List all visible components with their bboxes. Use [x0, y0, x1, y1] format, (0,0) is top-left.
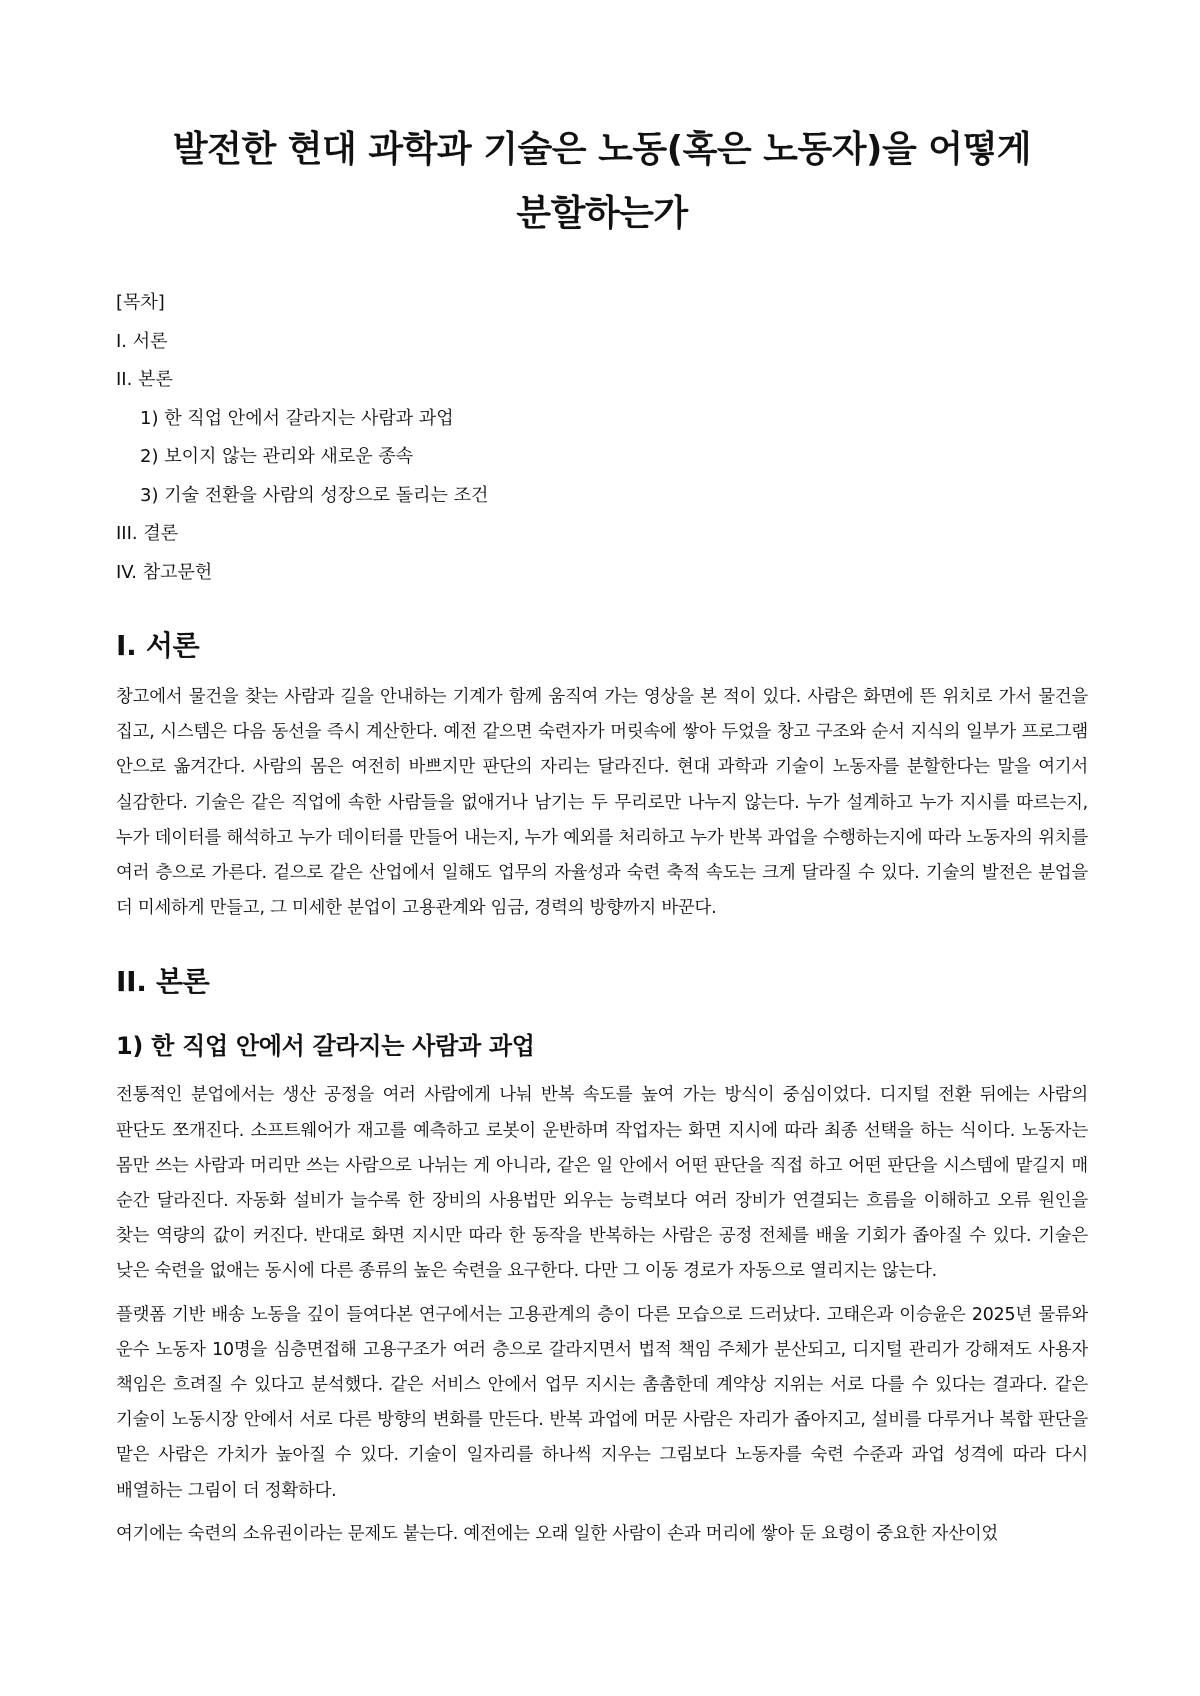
toc-item-body: II. 본론: [116, 369, 173, 390]
toc-item-body-sub2: 2) 보이지 않는 관리와 새로운 종속: [140, 446, 414, 467]
subsection-1-paragraph-3: 여기에는 숙련의 소유권이라는 문제도 붙는다. 예전에는 오래 일한 사람이 손과 머리에 쌓아 둔 요령이 중요한 자산이었: [116, 1523, 999, 1544]
body-heading: II. 본론: [116, 965, 210, 999]
section-spacer: [116, 934, 1088, 962]
table-of-contents: [116, 284, 1088, 592]
toc-item-conclusion: III. 결론: [116, 523, 179, 544]
body-section: [116, 962, 1088, 1552]
subsection-1-heading: 1) 한 직업 안에서 갈라지는 사람과 과업: [116, 1032, 535, 1061]
introduction-section: [116, 626, 1088, 926]
introduction-paragraph: 창고에서 물건을 찾는 사람과 길을 안내하는 기계가 함께 움직여 가는 영상을 본 적이 있다. 사람은 화면에 뜬 위치로 가서 물건을 집고, 시스템은 다음 동선을 즉시 계산한다. 예전 같으면 숙련자가 머릿속에 쌓아 두었을 창고 구조와 순서 지식의 일부가 프로그램 안으로 옮겨간다. 사람의 몸은 여전히 바쁘지만 판단의 자리는 달라진다. 현대 과학과 기술이 노동자를 분할한다는 말을 여기서 실감한다. 기술은 같은 직업에 속한 사람들을 없애거나 남기는 두 무리로만 나누지 않는다. 누가 설계하고 누가 지시를 따르는지, 누가 데이터를 해석하고 누가 데이터를 만들어 내는지, 누가 예외를 처리하고 누가 반복 과업을 수행하는지에 따라 노동자의 위치를 여러 층으로 가른다. 겉으로 같은 산업에서 일해도 업무의 자율성과 숙련 축적 속도는 크게 달라질 수 있다. 기술의 발전은 분업을 더 미세하게 만들고, 그 미세한 분업이 고용관계와 임금, 경력의 방향까지 바꾼다.: [116, 687, 1088, 919]
toc-heading: [목차]: [116, 292, 165, 313]
toc-item-references: IV. 참고문헌: [116, 561, 213, 583]
toc-item-body-sub1: 1) 한 직업 안에서 갈라지는 사람과 과업: [140, 407, 454, 429]
subsection-1-paragraph-2: 플랫폼 기반 배송 노동을 깊이 들여다본 연구에서는 고용관계의 층이 다른 모습으로 드러났다. 고태은과 이승윤은 2025년 물류와 운수 노동자 10명을 심층면접해 고용구조가 여러 층으로 갈라지면서 법적 책임 주체가 분산되고, 디지털 관리가 강해져도 사용자 책임은 흐려질 수 있다고 분석했다. 같은 서비스 안에서 업무 지시는 촘촘한데 계약상 지위는 서로 다를 수 있다는 결과다. 같은 기술이 노동시장 안에서 서로 다른 방향의 변화를 만든다. 반복 과업에 머문 사람은 자리가 좁아지고, 설비를 다루거나 복합 판단을 맡은 사람은 가치가 높아질 수 있다. 기술이 일자리를 하나씩 지우는 그림보다 노동자를 숙련 수준과 과업 성격에 따라 다시 배열하는 그림이 더 정확하다.: [116, 1304, 1088, 1501]
toc-item-introduction: I. 서론: [116, 330, 168, 352]
subsection-1-paragraph-1: 전통적인 분업에서는 생산 공정을 여러 사람에게 나눠 반복 속도를 높여 가는 방식이 중심이었다. 디지털 전환 뒤에는 사람의 판단도 쪼개진다. 소프트웨어가 재고를 예측하고 로봇이 운반하며 작업자는 화면 지시에 따라 최종 선택을 하는 식이다. 노동자는 몸만 쓰는 사람과 머리만 쓰는 사람으로 나뉘는 게 아니라, 같은 일 안에서 어떤 판단을 직접 하고 어떤 판단을 시스템에 맡길지 매 순간 달라진다. 자동화 설비가 늘수록 한 장비의 사용법만 외우는 능력보다 여러 장비가 연결되는 흐름을 이해하고 오류 원인을 찾는 역량의 값이 커진다. 반대로 화면 지시만 따라 한 동작을 반복하는 사람은 공정 전체를 배울 기회가 좁아질 수 있다. 기술은 낮은 숙련을 없애는 동시에 다른 종류의 높은 숙련을 요구한다. 다만 그 이동 경로가 자동으로 열리지는 않는다.: [116, 1085, 1088, 1282]
introduction-heading: I. 서론: [116, 629, 200, 662]
document-title: 발전한 현대 과학과 기술은 노동(혹은 노동자)을 어떻게 분할하는가: [172, 129, 1032, 234]
toc-item-body-sub3: 3) 기술 전환을 사람의 성장으로 돌리는 조건: [140, 484, 489, 506]
